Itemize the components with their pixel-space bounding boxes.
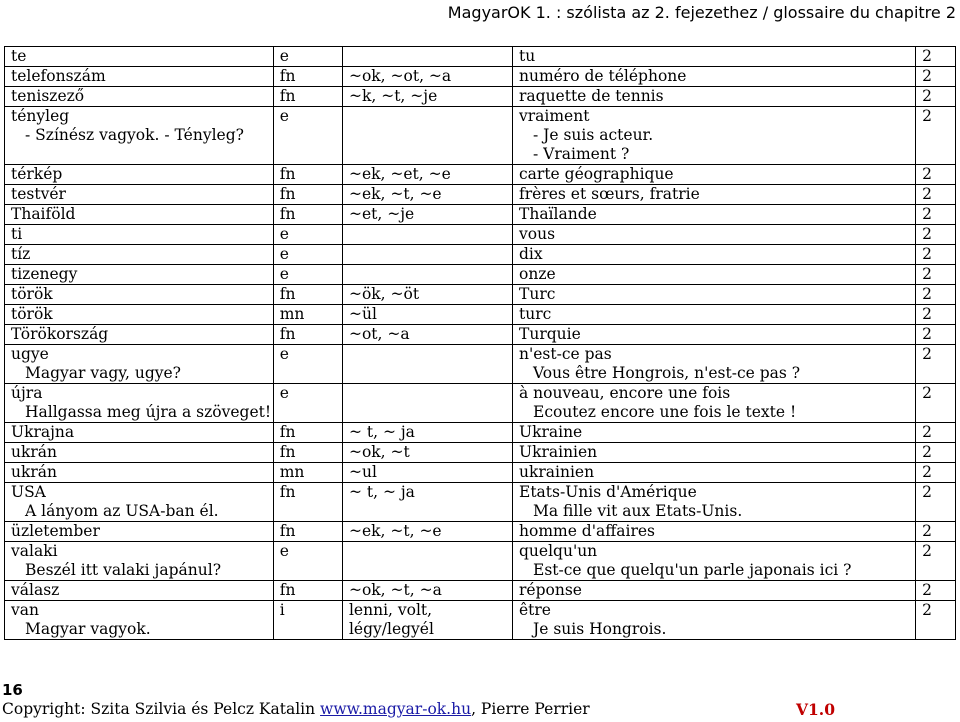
word-type-cell	[273, 443, 342, 463]
french-cell	[513, 225, 916, 245]
word-type: fn	[279, 423, 296, 441]
word-type: fn	[279, 483, 296, 501]
word-type-cell	[273, 107, 342, 165]
chapter-cell	[916, 67, 956, 87]
french-translation: vous	[519, 225, 556, 243]
french-translation: Thaïlande	[519, 205, 597, 223]
chapter-number: 2	[922, 165, 932, 183]
chapter-number: 2	[922, 47, 932, 65]
hungarian-word: van	[11, 601, 39, 619]
word-type: e	[279, 107, 289, 125]
hungarian-word: török	[11, 305, 53, 323]
chapter-cell	[916, 225, 956, 245]
forms-cell	[342, 305, 512, 325]
chapter-cell	[916, 205, 956, 225]
chapter-number: 2	[922, 225, 932, 243]
forms-cell	[342, 107, 512, 165]
word-type-cell	[273, 265, 342, 285]
word-type-cell	[273, 325, 342, 345]
word-forms: ~ok, ~ot, ~a	[348, 67, 452, 85]
hungarian-word: ukrán	[11, 443, 58, 461]
hungarian-example: Magyar vagy, ugye?	[25, 364, 181, 382]
word-type-cell	[273, 87, 342, 107]
chapter-number: 2	[922, 87, 932, 105]
chapter-cell	[916, 443, 956, 463]
chapter-cell	[916, 185, 956, 205]
hungarian-cell	[5, 423, 274, 443]
chapter-cell	[916, 423, 956, 443]
forms-cell	[342, 345, 512, 384]
forms-cell	[342, 67, 512, 87]
chapter-cell	[916, 345, 956, 384]
table-row	[5, 601, 956, 640]
table-row	[5, 285, 956, 305]
hungarian-word: Thaiföld	[11, 205, 76, 223]
hungarian-cell	[5, 463, 274, 483]
chapter-number: 2	[922, 581, 932, 599]
french-cell	[513, 443, 916, 463]
word-type: fn	[279, 205, 296, 223]
word-type-cell	[273, 463, 342, 483]
word-forms: ~ t, ~ ja	[348, 483, 415, 501]
word-forms: lenni, volt,	[348, 601, 433, 619]
french-cell	[513, 107, 916, 165]
hungarian-word: ti	[11, 225, 23, 243]
word-forms: ~ül	[348, 305, 377, 323]
french-cell	[513, 265, 916, 285]
forms-cell	[342, 423, 512, 443]
chapter-number: 2	[922, 601, 932, 619]
chapter-number: 2	[922, 483, 932, 501]
french-cell	[513, 463, 916, 483]
table-row	[5, 245, 956, 265]
hungarian-cell	[5, 245, 274, 265]
forms-cell	[342, 47, 512, 67]
forms-cell	[342, 522, 512, 542]
french-example: Vous être Hongrois, n'est-ce pas ?	[533, 364, 801, 382]
word-type-cell	[273, 581, 342, 601]
french-cell	[513, 245, 916, 265]
chapter-number: 2	[922, 463, 932, 481]
chapter-number: 2	[922, 345, 932, 363]
table-row	[5, 325, 956, 345]
chapter-number: 2	[922, 325, 932, 343]
chapter-cell	[916, 265, 956, 285]
hungarian-word: tizenegy	[11, 265, 78, 283]
hungarian-cell	[5, 107, 274, 165]
hungarian-word: ukrán	[11, 463, 58, 481]
hungarian-example: - Színész vagyok. - Tényleg?	[25, 126, 244, 144]
word-type-cell	[273, 185, 342, 205]
chapter-number: 2	[922, 384, 932, 402]
word-type-cell	[273, 47, 342, 67]
hungarian-word: újra	[11, 384, 43, 402]
word-forms: ~ok, ~t	[348, 443, 410, 461]
chapter-cell	[916, 305, 956, 325]
chapter-cell	[916, 522, 956, 542]
french-cell	[513, 542, 916, 581]
hungarian-word: térkép	[11, 165, 63, 183]
french-cell	[513, 47, 916, 67]
chapter-cell	[916, 325, 956, 345]
word-type: fn	[279, 325, 296, 343]
word-type-cell	[273, 542, 342, 581]
forms-cell	[342, 601, 512, 640]
french-example: - Je suis acteur.	[533, 126, 654, 144]
french-cell	[513, 522, 916, 542]
french-cell	[513, 67, 916, 87]
hungarian-word: valaki	[11, 542, 58, 560]
table-row	[5, 205, 956, 225]
french-cell	[513, 87, 916, 107]
french-translation: vraiment	[519, 107, 590, 125]
forms-cell	[342, 325, 512, 345]
hungarian-cell	[5, 87, 274, 107]
word-type: fn	[279, 581, 296, 599]
word-type-cell	[273, 384, 342, 423]
table-row	[5, 107, 956, 165]
table-row	[5, 443, 956, 463]
glossary-body	[5, 47, 956, 640]
chapter-cell	[916, 285, 956, 305]
word-type-cell	[273, 225, 342, 245]
chapter-cell	[916, 483, 956, 522]
word-forms-extra: légy/legyél	[348, 620, 434, 638]
table-row	[5, 542, 956, 581]
french-translation: réponse	[519, 581, 582, 599]
footer	[2, 700, 958, 718]
word-forms: ~ot, ~a	[348, 325, 410, 343]
table-row	[5, 265, 956, 285]
french-example-2: - Vraiment ?	[533, 145, 630, 163]
forms-cell	[342, 542, 512, 581]
word-type: i	[279, 601, 285, 619]
french-cell	[513, 185, 916, 205]
chapter-number: 2	[922, 205, 932, 223]
hungarian-word: török	[11, 285, 53, 303]
french-translation: quelqu'un	[519, 542, 598, 560]
forms-cell	[342, 581, 512, 601]
hungarian-cell	[5, 305, 274, 325]
forms-cell	[342, 384, 512, 423]
table-row	[5, 483, 956, 522]
forms-cell	[342, 185, 512, 205]
french-example: Je suis Hongrois.	[533, 620, 667, 638]
table-row	[5, 47, 956, 67]
word-type: mn	[279, 305, 305, 323]
hungarian-cell	[5, 67, 274, 87]
table-row	[5, 165, 956, 185]
hungarian-example: Magyar vagyok.	[25, 620, 151, 638]
forms-cell	[342, 483, 512, 522]
french-cell	[513, 345, 916, 384]
hungarian-cell	[5, 325, 274, 345]
chapter-number: 2	[922, 522, 932, 540]
french-translation: dix	[519, 245, 543, 263]
hungarian-cell	[5, 185, 274, 205]
french-translation: carte géographique	[519, 165, 674, 183]
table-row	[5, 345, 956, 384]
hungarian-cell	[5, 542, 274, 581]
word-type: e	[279, 384, 289, 402]
table-row	[5, 185, 956, 205]
french-cell	[513, 325, 916, 345]
word-type-cell	[273, 165, 342, 185]
word-type-cell	[273, 285, 342, 305]
french-translation: turc	[519, 305, 552, 323]
french-translation: Turc	[519, 285, 556, 303]
french-translation: Etats-Unis d'Amérique	[519, 483, 697, 501]
word-type: e	[279, 265, 289, 283]
french-translation: raquette de tennis	[519, 87, 664, 105]
french-cell	[513, 165, 916, 185]
chapter-number: 2	[922, 185, 932, 203]
word-type: fn	[279, 185, 296, 203]
copyright-authors: , Pierre Perrier	[471, 700, 590, 718]
table-row	[5, 522, 956, 542]
hungarian-word: tényleg	[11, 107, 70, 125]
chapter-cell	[916, 463, 956, 483]
hungarian-cell	[5, 601, 274, 640]
french-translation: Turquie	[519, 325, 581, 343]
word-type: fn	[279, 165, 296, 183]
french-translation: numéro de téléphone	[519, 67, 687, 85]
hungarian-cell	[5, 443, 274, 463]
french-translation: homme d'affaires	[519, 522, 655, 540]
hungarian-word: Ukrajna	[11, 423, 75, 441]
chapter-number: 2	[922, 245, 932, 263]
chapter-number: 2	[922, 67, 932, 85]
word-type: e	[279, 225, 289, 243]
chapter-cell	[916, 165, 956, 185]
word-type-cell	[273, 245, 342, 265]
word-type: e	[279, 542, 289, 560]
word-forms: ~ek, ~t, ~e	[348, 522, 442, 540]
french-cell	[513, 581, 916, 601]
forms-cell	[342, 285, 512, 305]
copyright-text: Copyright: Szita Szilvia és Pelcz Katalin	[2, 700, 321, 718]
forms-cell	[342, 205, 512, 225]
hungarian-cell	[5, 345, 274, 384]
word-forms: ~k, ~t, ~je	[348, 87, 438, 105]
hungarian-word: tíz	[11, 245, 31, 263]
hungarian-example: Hallgassa meg újra a szöveget!	[25, 403, 272, 421]
chapter-number: 2	[922, 423, 932, 441]
hungarian-word: ugye	[11, 345, 49, 363]
french-cell	[513, 285, 916, 305]
hungarian-cell	[5, 522, 274, 542]
word-type: e	[279, 345, 289, 363]
hungarian-word: testvér	[11, 185, 66, 203]
hungarian-cell	[5, 165, 274, 185]
word-type-cell	[273, 305, 342, 325]
french-example: Ma fille vit aux Etats-Unis.	[533, 502, 743, 520]
french-cell	[513, 483, 916, 522]
hungarian-word: üzletember	[11, 522, 100, 540]
hungarian-word: te	[11, 47, 27, 65]
hungarian-cell	[5, 384, 274, 423]
word-type: fn	[279, 443, 296, 461]
chapter-cell	[916, 384, 956, 423]
hungarian-cell	[5, 205, 274, 225]
forms-cell	[342, 225, 512, 245]
word-type-cell	[273, 345, 342, 384]
word-type-cell	[273, 205, 342, 225]
forms-cell	[342, 463, 512, 483]
page-header: MagyarOK 1. : szólista az 2. fejezethez / glossaire du chapitre 2	[447, 3, 956, 22]
hungarian-word: Törökország	[11, 325, 109, 343]
french-cell	[513, 601, 916, 640]
forms-cell	[342, 443, 512, 463]
word-type: mn	[279, 463, 305, 481]
chapter-cell	[916, 542, 956, 581]
table-row	[5, 225, 956, 245]
chapter-cell	[916, 47, 956, 67]
french-translation: n'est-ce pas	[519, 345, 612, 363]
word-forms: ~ t, ~ ja	[348, 423, 415, 441]
forms-cell	[342, 87, 512, 107]
word-type: fn	[279, 522, 296, 540]
french-translation: onze	[519, 265, 556, 283]
chapter-cell	[916, 601, 956, 640]
chapter-number: 2	[922, 265, 932, 283]
word-forms: ~ek, ~et, ~e	[348, 165, 451, 183]
french-translation: Ukrainien	[519, 443, 598, 461]
chapter-cell	[916, 107, 956, 165]
chapter-cell	[916, 245, 956, 265]
table-row	[5, 87, 956, 107]
french-cell	[513, 305, 916, 325]
french-translation: être	[519, 601, 551, 619]
table-row	[5, 384, 956, 423]
french-translation: à nouveau, encore une fois	[519, 384, 731, 402]
french-cell	[513, 423, 916, 443]
word-type-cell	[273, 483, 342, 522]
forms-cell	[342, 165, 512, 185]
word-type: fn	[279, 87, 296, 105]
word-type: e	[279, 245, 289, 263]
chapter-number: 2	[922, 285, 932, 303]
website-link[interactable]: www.magyar-ok.hu	[320, 700, 472, 718]
word-type-cell	[273, 522, 342, 542]
word-forms: ~et, ~je	[348, 205, 415, 223]
chapter-number: 2	[922, 305, 932, 323]
word-type-cell	[273, 423, 342, 443]
word-type-cell	[273, 601, 342, 640]
hungarian-cell	[5, 47, 274, 67]
french-translation: Ukraine	[519, 423, 583, 441]
word-type-cell	[273, 67, 342, 87]
chapter-cell	[916, 581, 956, 601]
word-type: fn	[279, 285, 296, 303]
table-row	[5, 423, 956, 443]
version-label: V1.0	[796, 700, 835, 719]
french-cell	[513, 205, 916, 225]
chapter-cell	[916, 87, 956, 107]
hungarian-cell	[5, 225, 274, 245]
chapter-number: 2	[922, 542, 932, 560]
word-forms: ~ök, ~öt	[348, 285, 420, 303]
hungarian-word: USA	[11, 483, 46, 501]
word-type: e	[279, 47, 289, 65]
french-translation: tu	[519, 47, 536, 65]
hungarian-cell	[5, 581, 274, 601]
french-example: Est-ce que quelqu'un parle japonais ici ?	[533, 561, 852, 579]
french-cell	[513, 384, 916, 423]
table-row	[5, 463, 956, 483]
word-type: fn	[279, 67, 296, 85]
hungarian-word: válasz	[11, 581, 60, 599]
chapter-number: 2	[922, 443, 932, 461]
hungarian-word: telefonszám	[11, 67, 106, 85]
word-forms: ~ek, ~t, ~e	[348, 185, 442, 203]
french-translation: frères et sœurs, fratrie	[519, 185, 700, 203]
hungarian-example: Beszél itt valaki japánul?	[25, 561, 221, 579]
forms-cell	[342, 265, 512, 285]
word-forms: ~ul	[348, 463, 377, 481]
hungarian-cell	[5, 483, 274, 522]
table-row	[5, 305, 956, 325]
table-row	[5, 67, 956, 87]
hungarian-cell	[5, 285, 274, 305]
hungarian-word: teniszező	[11, 87, 85, 105]
page-number: 16	[2, 681, 23, 699]
french-example: Ecoutez encore une fois le texte !	[533, 403, 797, 421]
french-translation: ukrainien	[519, 463, 595, 481]
word-forms: ~ok, ~t, ~a	[348, 581, 442, 599]
glossary-table	[4, 46, 956, 640]
table-row	[5, 581, 956, 601]
hungarian-example: A lányom az USA-ban él.	[25, 502, 219, 520]
forms-cell	[342, 245, 512, 265]
hungarian-cell	[5, 265, 274, 285]
chapter-number: 2	[922, 107, 932, 125]
